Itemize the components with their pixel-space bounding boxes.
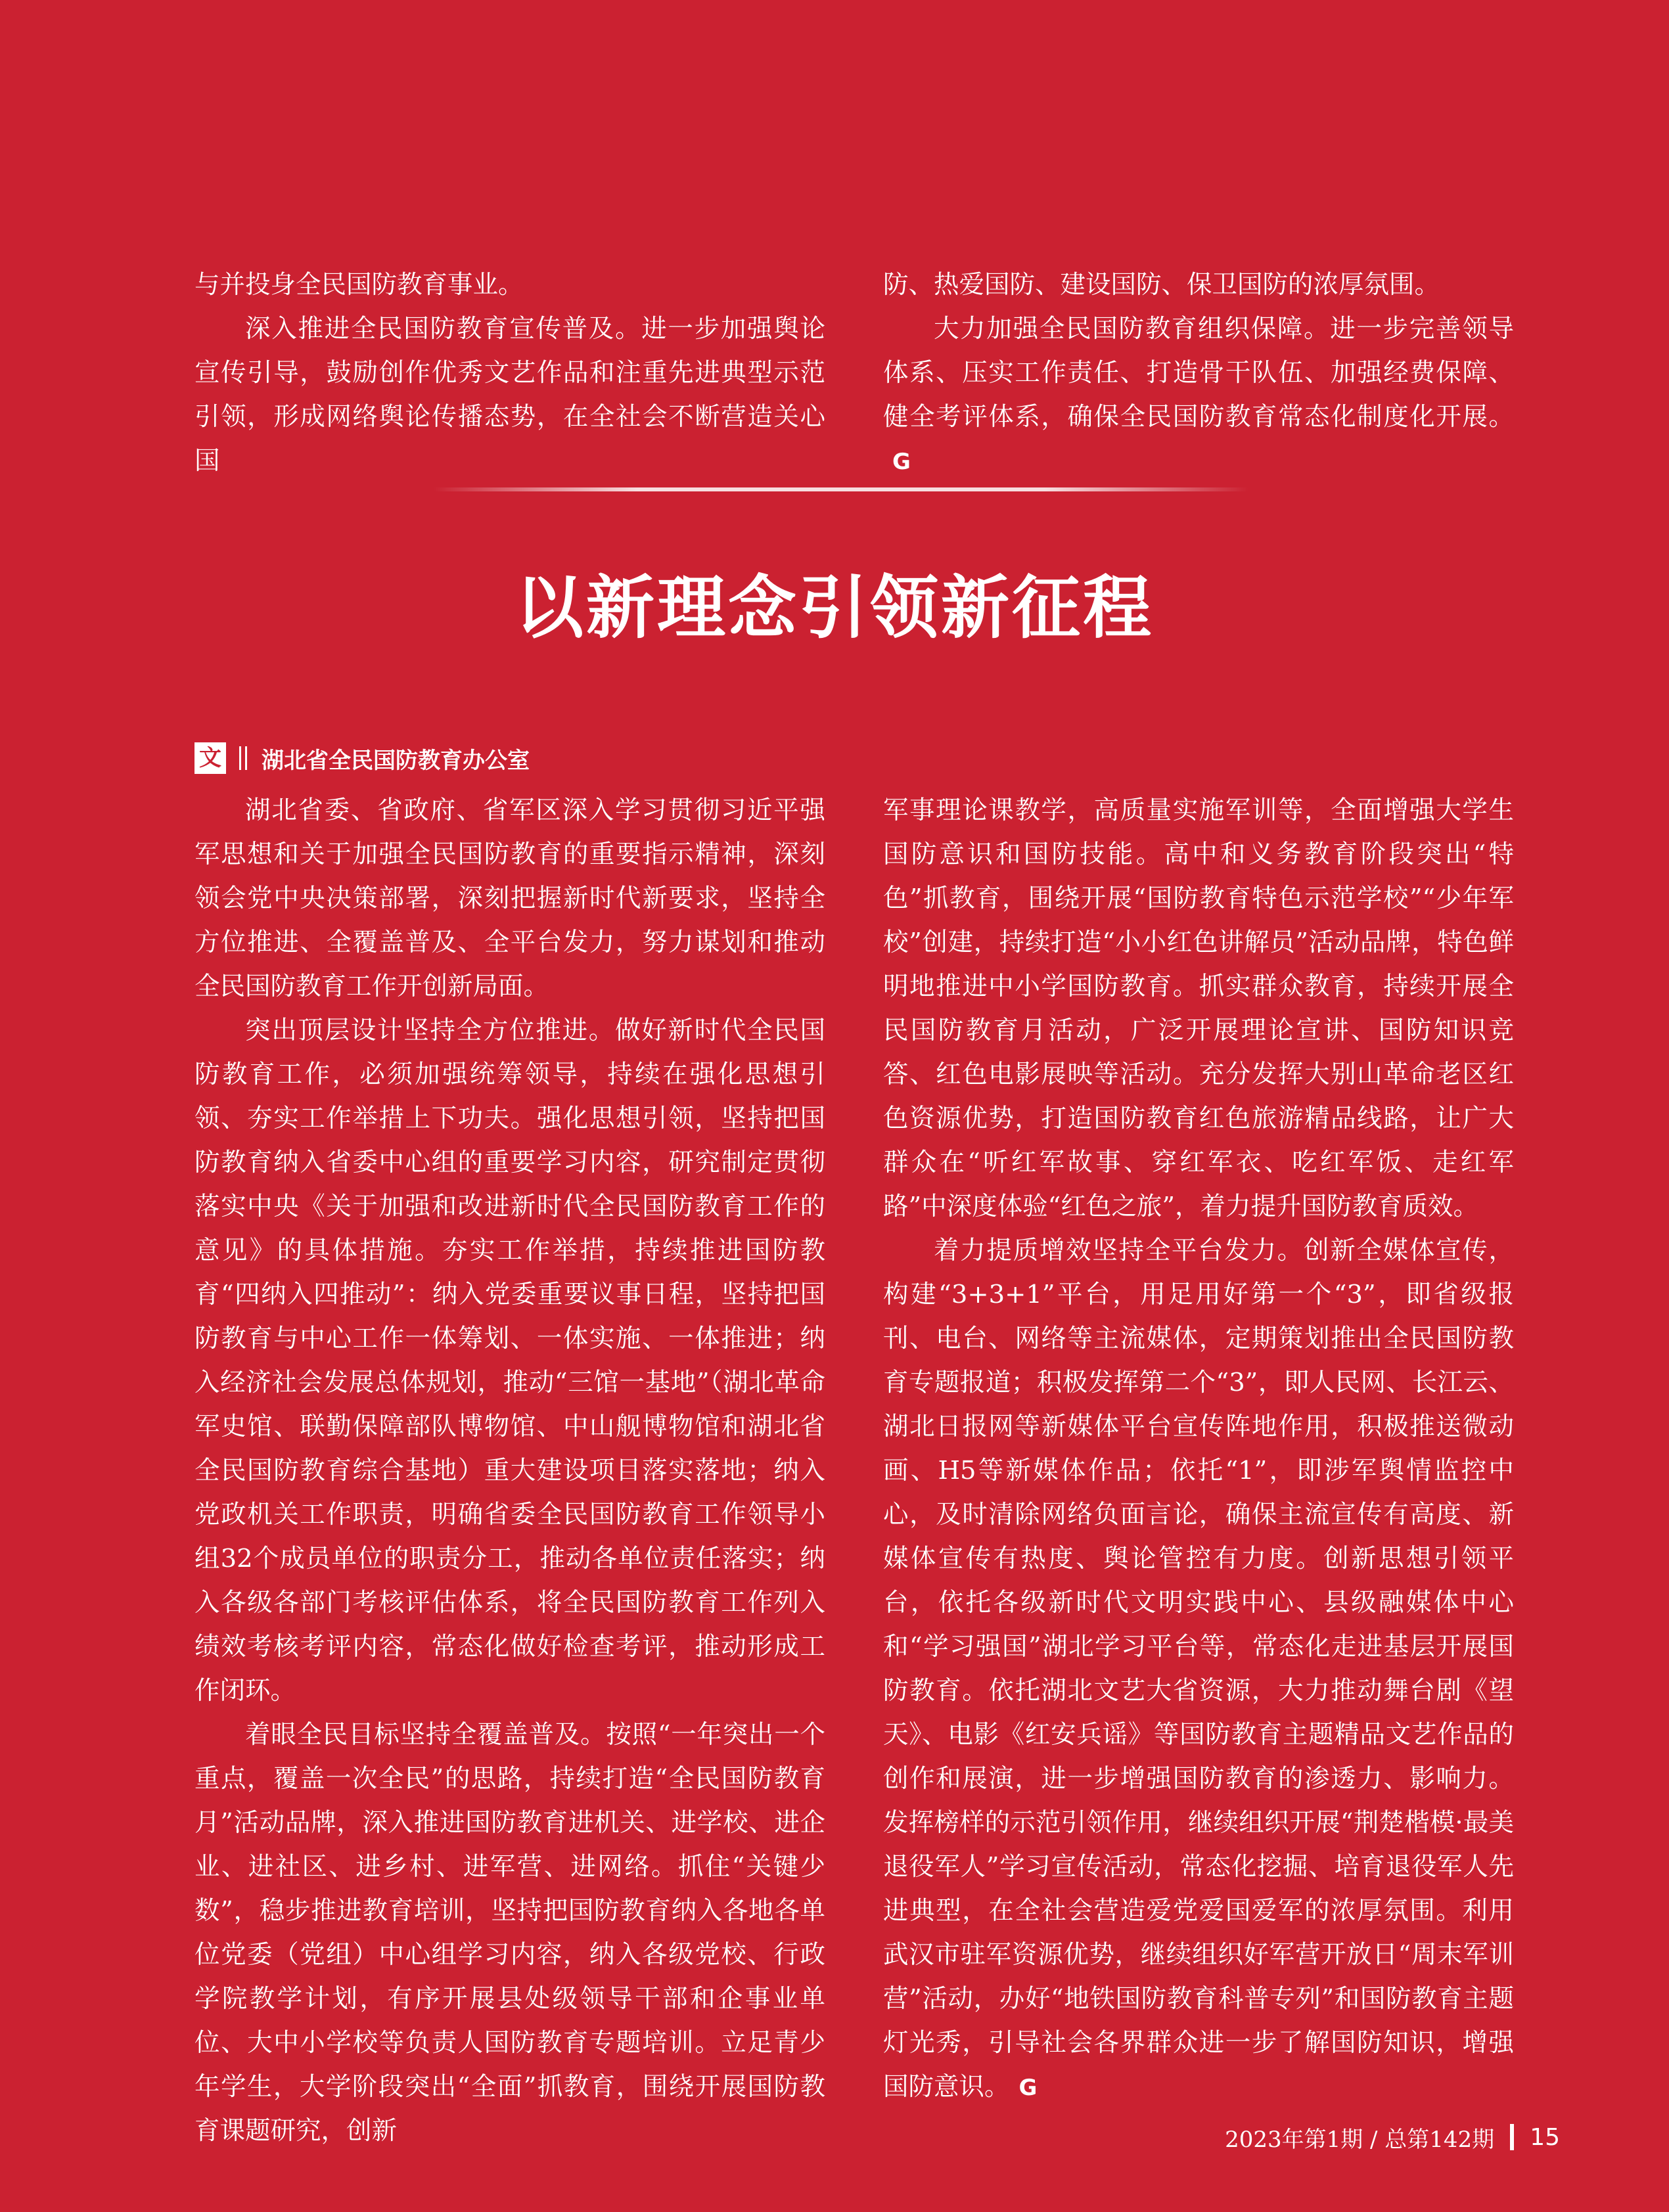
- byline-tag: 文: [194, 742, 226, 774]
- byline: [194, 741, 530, 775]
- paragraph-text: 着力提质增效坚持全平台发力。创新全媒体宣传，构建“3+3+1”平台，用足用好第一个“3”，即省级报刊、电台、网络等主流媒体，定期策划推出全民国防教育专题报道；积极发挥第二个“3”，即人民网、长江云、湖北日报网等新媒体平台宣传阵地作用，积极推送微动画、H5等新媒体作品；依托“1”，即涉军舆情监控中心，及时清除网络负面言论，确保主流宣传有高度、新媒体宣传有热度、舆论管控有力度。创新思想引领平台，依托各级新时代文明实践中心、县级融媒体中心和“学习强国”湖北学习平台等，常态化走进基层开展国防教育。依托湖北文艺大省资源，大力推动舞台剧《望天》、电影《红安兵谣》等国防教育主题精品文艺作品的创作和展演，进一步增强国防教育的渗透力、影响力。发挥榜样的示范引领作用，继续组织开展“荆楚楷模·最美退役军人”学习宣传活动，常态化挖掘、培育退役军人先进典型，在全社会营造爱党爱国爱军的浓厚氛围。利用武汉市驻军资源优势，继续组织好军营开放日“周末军训营”活动，办好“地铁国防教育科普专列”和国防教育主题灯光秀，引导社会各界群众进一步了解国防知识，增强国防意识。: [883, 1236, 1514, 2102]
- paragraph-text: 着眼全民目标坚持全覆盖普及。按照“一年突出一个重点，覆盖一次全民”的思路，持续打造“全民国防教育月”活动品牌，深入推进国防教育进机关、进学校、进企业、进社区、进乡村、进军营、进网络。抓住“关键少数”，稳步推进教育培训，坚持把国防教育纳入各地各单位党委（党组）中心组学习内容，纳入各级党校、行政学院教学计划，有序开展县处级领导干部和企事业单位、大中小学校等负责人国防教育专题培训。立足青少年学生，大学阶段突出“全面”抓教育，围绕开展国防教育课题研究，创新: [194, 1720, 825, 2146]
- byline-separator: [239, 746, 247, 770]
- paragraph-text: 深入推进全民国防教育宣传普及。进一步加强舆论宣传引导，鼓励创作优秀文艺作品和注重先进典型示范引领，形成网络舆论传播态势，在全社会不断营造关心国: [194, 314, 825, 476]
- section-divider: [434, 487, 1248, 491]
- paragraph-text: 大力加强全民国防教育组织保障。进一步完善领导体系、压实工作责任、打造骨干队伍、加强经费保障、健全考评体系，确保全民国防教育常态化制度化开展。: [883, 314, 1514, 432]
- page-number: 15: [1530, 2123, 1560, 2151]
- paragraph-text: 湖北省委、省政府、省军区深入学习贯彻习近平强军思想和关于加强全民国防教育的重要指示精神，深刻领会党中央决策部署，深刻把握新时代新要求，坚持全方位推进、全覆盖普及、全平台发力，努力谋划和推动全民国防教育工作开创新局面。: [194, 796, 825, 1001]
- footer-separator: [1510, 2124, 1514, 2150]
- article-right-column: [883, 788, 1514, 2110]
- page-footer: [1225, 2121, 1560, 2154]
- paragraph: [194, 1713, 825, 2153]
- paragraph: [194, 788, 825, 1008]
- paragraph: [194, 1008, 825, 1713]
- issue-info: 2023年第1期 / 总第142期: [1225, 2126, 1495, 2153]
- paragraph-text: 与并投身全民国防教育事业。: [194, 270, 524, 300]
- top-left-column: [194, 263, 825, 483]
- paragraph: [883, 1229, 1514, 2110]
- article-left-column: [194, 788, 825, 2153]
- paragraph: [883, 263, 1514, 307]
- top-right-column: [883, 263, 1514, 484]
- byline-author: 湖北省全民国防教育办公室: [262, 747, 530, 774]
- end-mark: G: [892, 449, 911, 475]
- paragraph-text: 防、热爱国防、建设国防、保卫国防的浓厚氛围。: [883, 270, 1440, 300]
- paragraph: [883, 788, 1514, 1229]
- paragraph-text: 突出顶层设计坚持全方位推进。做好新时代全民国防教育工作，必须加强统筹领导，持续在强化思想引领、夯实工作举措上下功夫。强化思想引领，坚持把国防教育纳入省委中心组的重要学习内容，研究制定贯彻落实中央《关于加强和改进新时代全民国防教育工作的意见》的具体措施。夯实工作举措，持续推进国防教育“四纳入四推动”：纳入党委重要议事日程，坚持把国防教育与中心工作一体筹划、一体实施、一体推进；纳入经济社会发展总体规划，推动“三馆一基地”（湖北革命军史馆、联勤保障部队博物馆、中山舰博物馆和湖北省全民国防教育综合基地）重大建设项目落实落地；纳入党政机关工作职责，明确省委全民国防教育工作领导小组32个成员单位的职责分工，推动各单位责任落实；纳入各级各部门考核评估体系，将全民国防教育工作列入绩效考核考评内容，常态化做好检查考评，推动形成工作闭环。: [194, 1016, 825, 1705]
- article-title: 以新理念引领新征程: [514, 568, 1154, 648]
- paragraph-text: 军事理论课教学，高质量实施军训等，全面增强大学生国防意识和国防技能。高中和义务教育阶段突出“特色”抓教育，围绕开展“国防教育特色示范学校”“少年军校”创建，持续打造“小小红色讲解员”活动品牌，特色鲜明地推进中小学国防教育。抓实群众教育，持续开展全民国防教育月活动，广泛开展理论宣讲、国防知识竞答、红色电影展映等活动。充分发挥大别山革命老区红色资源优势，打造国防教育红色旅游精品线路，让广大群众在“听红军故事、穿红军衣、吃红军饭、走红军路”中深度体验“红色之旅”，着力提升国防教育质效。: [883, 796, 1514, 1221]
- end-mark: G: [1018, 2075, 1038, 2101]
- paragraph: [883, 307, 1514, 484]
- paragraph: [194, 263, 825, 307]
- paragraph: [194, 307, 825, 483]
